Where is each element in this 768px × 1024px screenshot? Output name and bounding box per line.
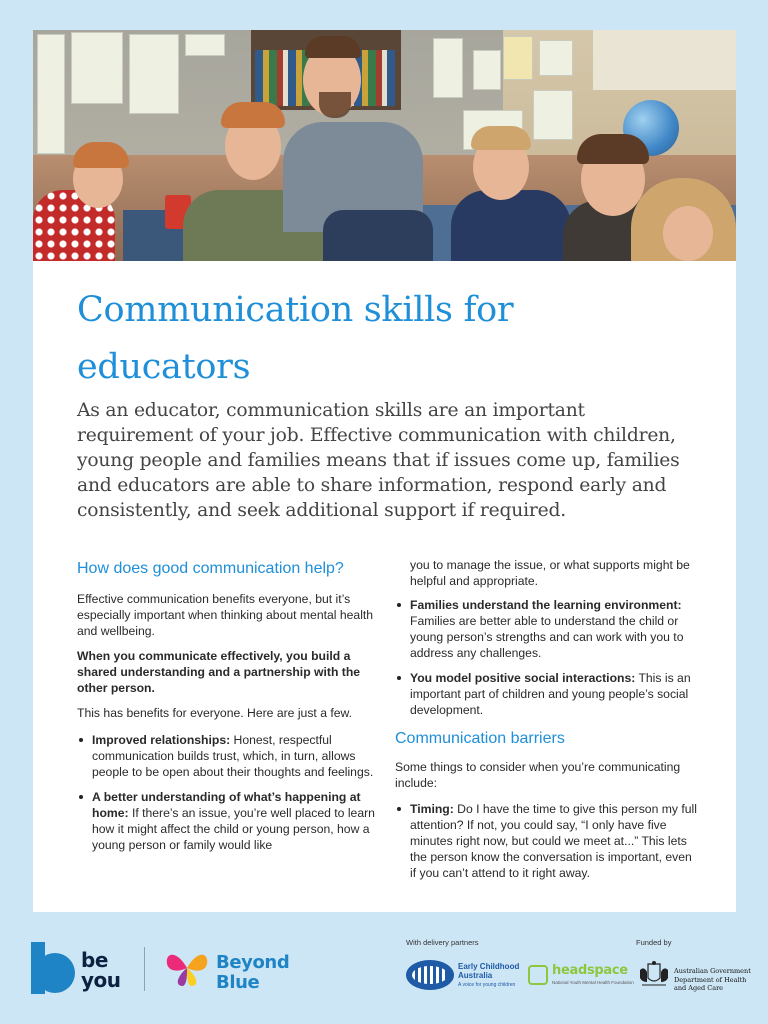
list-item-text: Honest, respectful communication builds trust, which, in turn, allows people to be open about their thoughts and feelings.	[92, 733, 374, 779]
beyou-logo-icon	[31, 942, 75, 994]
logo-divider	[144, 947, 145, 991]
department-of-health-name: Australian Government Department of Health and Aged Care	[674, 967, 751, 992]
continued-text: you to manage the issue, or what supports might be helpful and appropriate.	[410, 558, 690, 588]
list-item-lead: A better understanding of what’s happening at home:	[92, 790, 361, 820]
beyondblue-butterfly-icon	[163, 946, 211, 990]
list-item	[77, 789, 377, 853]
right-column	[395, 557, 699, 890]
page-title: Communication skills for educators	[77, 290, 514, 387]
paragraph: Effective communication benefits everyone, but it’s especially important when thinking about mental health and wellbeing.	[77, 592, 374, 638]
list-item-text: This is an important part of children and young people’s social development.	[410, 671, 691, 717]
delivery-partners-label: With delivery partners	[406, 938, 479, 947]
benefits-list-continued	[395, 597, 699, 718]
list-item-text: Families are better able to understand the child or young person’s strengths and can work with you to address any challenges.	[410, 614, 684, 660]
section-heading-communication-help: How does good communication help?	[77, 560, 344, 577]
beyondblue-logo-text: Beyond Blue	[216, 952, 290, 993]
left-column	[77, 557, 377, 862]
list-item-lead: You model positive social interactions:	[410, 671, 636, 685]
classroom-photo	[33, 30, 736, 261]
australian-government-crest-icon	[638, 960, 670, 988]
early-childhood-australia-logo-icon	[406, 960, 454, 990]
paragraph: Some things to consider when you’re communicating include:	[395, 760, 681, 790]
list-item-lead: Families understand the learning environment:	[410, 598, 682, 612]
headspace-logo-text: headspace	[552, 963, 628, 978]
list-item	[395, 801, 699, 881]
early-childhood-australia-name: Early Childhood Australia	[458, 962, 520, 980]
benefits-list	[77, 732, 377, 853]
list-item	[395, 670, 699, 718]
list-item-lead: Improved relationships:	[92, 733, 231, 747]
list-item-lead: Timing:	[410, 802, 454, 816]
section-heading-communication-barriers: Communication barriers	[395, 730, 565, 747]
intro-paragraph: As an educator, communication skills are an important requirement of your job. Effective communication with children, young people and families means that if issues come up, families and educators are able to share information, respond early and consistently, and seek additional support if required.	[77, 400, 680, 521]
funded-by-label: Funded by	[636, 938, 672, 947]
paragraph: This has benefits for everyone. Here are just a few.	[77, 706, 353, 720]
barriers-list	[395, 801, 699, 881]
list-item	[395, 597, 699, 661]
early-childhood-australia-tagline: A voice for young children	[458, 982, 516, 988]
bold-paragraph: When you communicate effectively, you build a shared understanding and a partnership with the other person.	[77, 649, 361, 695]
list-item	[77, 732, 377, 780]
list-item-text: If there’s an issue, you’re well placed to learn how it might affect the child or young person, how a young person or family would like	[92, 806, 375, 852]
headspace-tagline: National Youth Mental Health Foundation	[552, 980, 634, 985]
list-item-text: Do I have the time to give this person my full attention? If not, you could say, “I only have five minutes right now, but could we meet at...” This lets the person know the conversation is important, even if you can’t attend to it right away.	[410, 802, 697, 880]
headspace-logo-icon	[528, 965, 548, 985]
beyou-logo-text: be you	[81, 948, 121, 992]
